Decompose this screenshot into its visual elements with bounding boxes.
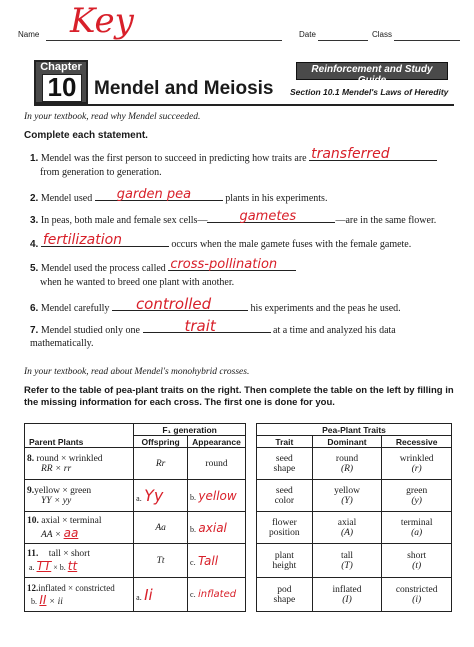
parent-cell: 10. axial × terminal AA × aa: [25, 512, 134, 544]
date-line: [318, 40, 368, 41]
table-row: [257, 544, 452, 578]
table-row: [25, 512, 246, 544]
answer-blank-2[interactable]: [95, 187, 223, 202]
answer-blank-3[interactable]: [207, 209, 335, 224]
table-row: [25, 480, 246, 512]
dominant-cell: yellow (Y): [312, 480, 382, 512]
trait-cell: pod shape: [257, 578, 313, 612]
class-label: Class: [372, 30, 393, 39]
appearance-cell[interactable]: b. yellow: [188, 480, 246, 512]
offspring-cell[interactable]: a. Yy: [134, 480, 188, 512]
part1-heading: Complete each statement.: [24, 130, 148, 141]
chapter-number: 10: [47, 72, 77, 102]
header-dominant: Dominant: [312, 436, 382, 448]
date-label: Date: [299, 30, 316, 39]
name-label: Name: [18, 30, 40, 39]
question-1-cont: from generation to generation.: [40, 167, 162, 178]
answer-blank-1[interactable]: [309, 146, 437, 162]
header-recessive: Recessive: [382, 436, 452, 448]
parent-cell: 8. round × wrinkled RR × rr: [25, 448, 134, 480]
recessive-cell: green (y): [382, 480, 452, 512]
trait-cell: plant height: [257, 544, 313, 578]
answer-3: gametes: [239, 209, 297, 224]
answer-blank-6[interactable]: [112, 295, 248, 313]
part2-instruction: In your textbook, read about Mendel's monohybrid crosses.: [24, 367, 250, 377]
answer-blank-7[interactable]: [143, 317, 271, 335]
appearance-cell[interactable]: b. axial: [188, 512, 246, 544]
table-row: [257, 448, 452, 480]
appearance-cell[interactable]: c. Tall: [188, 544, 246, 578]
header-offspring: Offspring: [134, 436, 188, 448]
dominant-cell: inflated (I): [312, 578, 382, 612]
chapter-title: Mendel and Meiosis: [94, 78, 274, 99]
recessive-cell: wrinkled (r): [382, 448, 452, 480]
answer-4: fertilization: [42, 232, 123, 248]
offspring-cell[interactable]: a. Ii: [134, 578, 188, 612]
section-title: Section 10.1 Mendel's Laws of Heredity: [290, 87, 449, 97]
appearance-cell[interactable]: c. inflated: [188, 578, 246, 612]
header-trait: Trait: [257, 436, 313, 448]
dominant-cell: round (R): [312, 448, 382, 480]
answer-blank-4[interactable]: [41, 232, 169, 248]
parent-cell: 9.yellow × green YY × yy: [25, 480, 134, 512]
offspring-cell: Rr: [134, 448, 188, 480]
header-parent-plants: Parent Plants: [25, 424, 134, 448]
offspring-cell: Aa: [134, 512, 188, 544]
pea-plant-traits-table: [256, 423, 452, 612]
trait-cell: flower position: [257, 512, 313, 544]
question-5: 5. Mendel used the process called cross-pollination: [30, 260, 460, 275]
table-row: [25, 544, 246, 578]
offspring-cell: Tt: [134, 544, 188, 578]
table-row: [25, 448, 246, 480]
question-4: 4. fertilization occurs when the male gamete fuses with the female gamete.: [30, 232, 412, 250]
answer-blank-5[interactable]: [168, 257, 296, 272]
question-6: 6. Mendel carefully controlled his experiments and the peas he used.: [30, 295, 401, 314]
table-row: [257, 480, 452, 512]
recessive-cell: short (t): [382, 544, 452, 578]
answer-7: trait: [184, 317, 216, 335]
recessive-cell: constricted (i): [382, 578, 452, 612]
question-2: 2. Mendel used garden pea plants in his experiments.: [30, 187, 328, 204]
header-f1-generation: F₁ generation: [134, 424, 246, 436]
parent-cell: 12.inflated × constricted b. II × ii: [25, 578, 134, 612]
question-3: 3. In peas, both male and female sex cells— gametes —are in the same flower.: [30, 209, 437, 226]
chapter-rule: [34, 104, 454, 106]
appearance-cell: round: [188, 448, 246, 480]
name-handwritten-key: Key: [70, 1, 134, 41]
table-row: [25, 578, 246, 612]
trait-cell: seed shape: [257, 448, 313, 480]
question-1: 1. Mendel was the first person to succeed in predicting how traits are transferred: [30, 150, 455, 165]
traits-title: Pea-Plant Traits: [257, 424, 452, 436]
question-5-cont: when he wanted to breed one plant with another.: [40, 277, 235, 288]
recessive-cell: terminal (a): [382, 512, 452, 544]
crosses-table: [24, 423, 246, 612]
part1-instruction: In your textbook, read why Mendel succeeded.: [24, 112, 201, 122]
question-7: 7. Mendel studied only one trait at a time and analyzed his data mathematically.: [30, 317, 396, 349]
answer-5: cross-pollination: [170, 257, 278, 272]
chapter-word: Chapter: [40, 61, 82, 73]
class-line: [394, 40, 460, 41]
table-row: [257, 578, 452, 612]
part2-heading: Refer to the table of pea-plant traits on the right. Then complete the table on the left by filling in the missing information for each cross. The first one is done for you.: [24, 385, 454, 408]
guide-banner-text: Reinforcement and Study Guide: [311, 64, 433, 86]
trait-cell: seed color: [257, 480, 313, 512]
parent-cell: 11. tall × short a. TT × b. tt: [25, 544, 134, 578]
dominant-cell: axial (A): [312, 512, 382, 544]
header-appearance: Appearance: [188, 436, 246, 448]
table-row: [257, 512, 452, 544]
dominant-cell: tall (T): [312, 544, 382, 578]
answer-2: garden pea: [116, 187, 192, 202]
answer-1: transferred: [311, 146, 390, 162]
answer-6: controlled: [135, 295, 212, 313]
